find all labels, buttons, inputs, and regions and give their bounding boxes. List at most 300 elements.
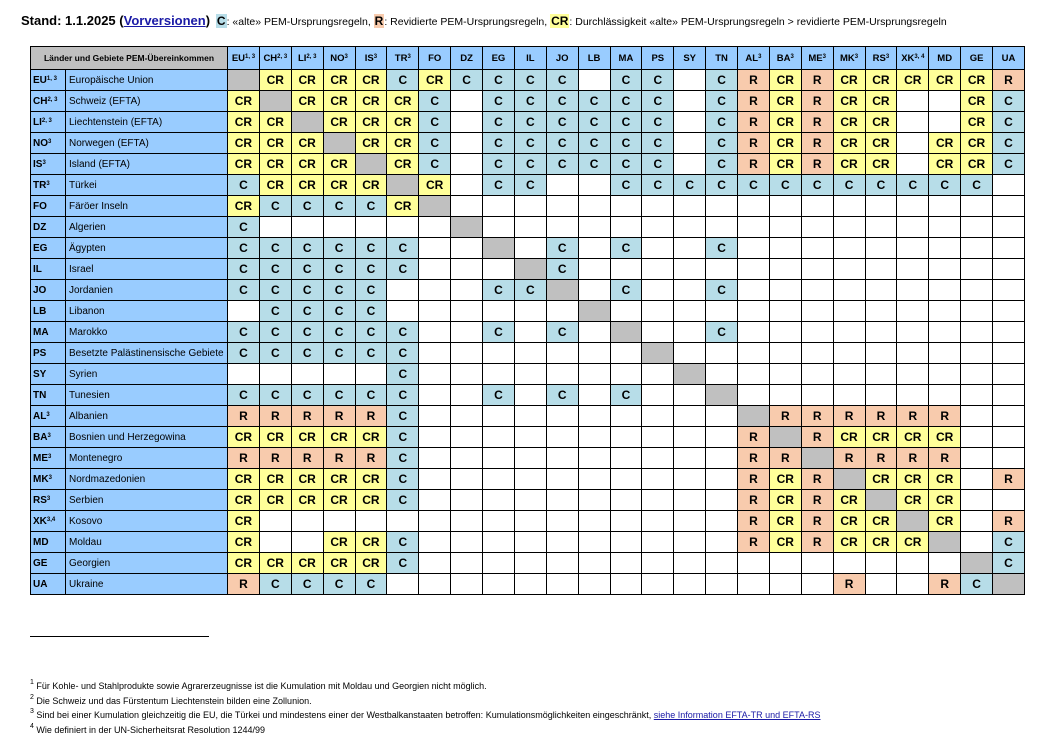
superscript: 3 xyxy=(47,433,50,439)
matrix-cell: CR xyxy=(323,70,355,91)
matrix-cell xyxy=(642,280,674,301)
matrix-cell: C xyxy=(228,385,260,406)
status-date: Stand: 1.1.2025 ( xyxy=(21,13,124,28)
matrix-cell xyxy=(706,511,738,532)
row-name: Ägypten xyxy=(66,238,228,259)
row-code xyxy=(31,511,66,532)
code: UA xyxy=(1002,53,1016,64)
table-row xyxy=(31,154,1025,175)
matrix-cell: R xyxy=(833,406,865,427)
matrix-cell: CR xyxy=(228,133,260,154)
matrix-cell: CR xyxy=(355,532,387,553)
matrix-cell xyxy=(993,280,1025,301)
matrix-cell: R xyxy=(738,133,770,154)
matrix-cell: C xyxy=(801,175,833,196)
code: MK xyxy=(33,474,49,485)
row-code xyxy=(31,112,66,133)
matrix-cell: C xyxy=(259,574,291,595)
superscript: 2, 3 xyxy=(306,54,316,60)
matrix-cell: C xyxy=(483,70,515,91)
matrix-cell xyxy=(897,91,929,112)
matrix-cell: R xyxy=(801,490,833,511)
matrix-cell xyxy=(833,259,865,280)
matrix-cell xyxy=(451,280,483,301)
matrix-cell: C xyxy=(355,280,387,301)
matrix-cell xyxy=(451,469,483,490)
diagonal-cell xyxy=(897,511,929,532)
matrix-cell xyxy=(387,217,419,238)
matrix-cell: R xyxy=(738,112,770,133)
matrix-cell: CR xyxy=(323,175,355,196)
matrix-cell xyxy=(578,385,610,406)
matrix-cell: C xyxy=(706,70,738,91)
table-row xyxy=(31,343,1025,364)
matrix-cell xyxy=(961,217,993,238)
matrix-cell: C xyxy=(291,574,323,595)
matrix-cell xyxy=(546,175,578,196)
matrix-cell: CR xyxy=(929,133,961,154)
diagonal-cell xyxy=(961,553,993,574)
matrix-cell: C xyxy=(451,70,483,91)
matrix-cell: R xyxy=(993,469,1025,490)
matrix-cell xyxy=(483,427,515,448)
matrix-cell xyxy=(801,385,833,406)
matrix-cell xyxy=(929,280,961,301)
diagonal-cell xyxy=(546,280,578,301)
matrix-cell: C xyxy=(355,385,387,406)
matrix-cell: C xyxy=(514,280,546,301)
matrix-cell xyxy=(706,259,738,280)
matrix-cell xyxy=(961,469,993,490)
code: EU xyxy=(232,53,245,64)
column-header-jo xyxy=(546,47,578,70)
matrix-cell: CR xyxy=(228,532,260,553)
code: CH xyxy=(263,53,277,64)
matrix-cell xyxy=(514,490,546,511)
matrix-cell xyxy=(578,448,610,469)
matrix-cell: CR xyxy=(355,112,387,133)
matrix-cell xyxy=(738,343,770,364)
matrix-cell xyxy=(865,238,897,259)
matrix-cell xyxy=(769,322,801,343)
column-header-ge xyxy=(961,47,993,70)
code: DZ xyxy=(33,222,46,233)
matrix-cell xyxy=(897,280,929,301)
matrix-cell xyxy=(801,553,833,574)
matrix-cell: C xyxy=(259,259,291,280)
matrix-cell xyxy=(738,364,770,385)
code: FO xyxy=(33,201,47,212)
table-row xyxy=(31,469,1025,490)
superscript: 3 xyxy=(46,181,49,187)
matrix-cell: CR xyxy=(419,175,451,196)
matrix-cell xyxy=(961,532,993,553)
code: AL xyxy=(33,411,46,422)
matrix-cell xyxy=(929,238,961,259)
matrix-cell: CR xyxy=(355,175,387,196)
matrix-cell xyxy=(419,385,451,406)
row-code xyxy=(31,574,66,595)
matrix-cell xyxy=(769,553,801,574)
code: TN xyxy=(33,390,46,401)
matrix-cell xyxy=(259,217,291,238)
footnote xyxy=(30,694,1030,709)
row-code xyxy=(31,217,66,238)
matrix-cell: CR xyxy=(929,511,961,532)
matrix-cell xyxy=(961,280,993,301)
matrix-cell xyxy=(801,343,833,364)
matrix-cell: R xyxy=(929,574,961,595)
matrix-cell: CR xyxy=(833,490,865,511)
table-row xyxy=(31,490,1025,511)
table-row xyxy=(31,427,1025,448)
matrix-cell xyxy=(642,406,674,427)
matrix-cell xyxy=(865,280,897,301)
matrix-cell: CR xyxy=(291,490,323,511)
footnote-text: Für Kohle- und Stahlprodukte sowie Agrarerzeugnisse ist die Kumulation mit Moldau und Georgien nicht möglich. xyxy=(36,681,486,691)
matrix-cell xyxy=(546,343,578,364)
matrix-cell: C xyxy=(483,112,515,133)
matrix-cell xyxy=(451,385,483,406)
matrix-cell xyxy=(514,196,546,217)
matrix-cell xyxy=(578,469,610,490)
table-row xyxy=(31,448,1025,469)
row-name: Bosnien und Herzegowina xyxy=(66,427,228,448)
matrix-cell xyxy=(897,574,929,595)
matrix-cell xyxy=(419,532,451,553)
row-name: Besetzte Palästinensische Gebiete xyxy=(66,343,228,364)
matrix-cell xyxy=(642,385,674,406)
superscript: 3 xyxy=(48,454,51,460)
matrix-cell xyxy=(610,406,642,427)
matrix-cell: CR xyxy=(865,112,897,133)
code: JO xyxy=(33,285,46,296)
table-row xyxy=(31,322,1025,343)
matrix-cell: C xyxy=(323,280,355,301)
matrix-cell xyxy=(451,574,483,595)
matrix-cell xyxy=(706,427,738,448)
matrix-cell xyxy=(578,427,610,448)
matrix-cell xyxy=(769,364,801,385)
matrix-cell: C xyxy=(387,427,419,448)
table-row xyxy=(31,217,1025,238)
matrix-cell: C xyxy=(419,91,451,112)
diagonal-cell xyxy=(355,154,387,175)
matrix-cell xyxy=(259,364,291,385)
matrix-cell xyxy=(801,322,833,343)
matrix-cell xyxy=(929,91,961,112)
matrix-cell xyxy=(610,469,642,490)
matrix-cell: R xyxy=(801,133,833,154)
matrix-cell xyxy=(610,364,642,385)
row-code xyxy=(31,133,66,154)
matrix-cell: CR xyxy=(291,70,323,91)
matrix-cell: C xyxy=(610,175,642,196)
matrix-cell xyxy=(483,532,515,553)
matrix-cell xyxy=(897,259,929,280)
matrix-cell xyxy=(419,448,451,469)
matrix-cell: CR xyxy=(259,70,291,91)
code: EU xyxy=(33,75,47,86)
row-name: Moldau xyxy=(66,532,228,553)
matrix-cell xyxy=(514,448,546,469)
matrix-cell: C xyxy=(610,280,642,301)
corner-header: Länder und Gebiete PEM-Übereinkommen xyxy=(31,47,228,70)
matrix-cell: C xyxy=(387,343,419,364)
table-row xyxy=(31,112,1025,133)
matrix-cell xyxy=(642,427,674,448)
footnote-text: Sind bei einer Kumulation gleichzeitig die EU, die Türkei und mindestens einer der Westbalkanstaaten betroffen: Kumulationsmöglichkeiten eingeschränkt, xyxy=(36,710,653,720)
matrix-cell: C xyxy=(706,154,738,175)
code: SY xyxy=(33,369,46,380)
row-code xyxy=(31,364,66,385)
matrix-cell xyxy=(674,133,706,154)
footnote xyxy=(30,679,1030,694)
matrix-cell xyxy=(451,343,483,364)
code: DZ xyxy=(460,53,473,64)
matrix-cell xyxy=(929,301,961,322)
row-name: Europäische Union xyxy=(66,70,228,91)
matrix-cell xyxy=(578,574,610,595)
matrix-cell xyxy=(578,70,610,91)
matrix-cell xyxy=(833,343,865,364)
matrix-cell: C xyxy=(323,238,355,259)
row-name: Georgien xyxy=(66,553,228,574)
matrix-cell: C xyxy=(259,385,291,406)
matrix-cell xyxy=(833,385,865,406)
matrix-cell: R xyxy=(801,469,833,490)
matrix-cell xyxy=(642,364,674,385)
matrix-cell xyxy=(228,301,260,322)
matrix-cell: C xyxy=(546,322,578,343)
footnote xyxy=(30,708,1030,723)
matrix-cell xyxy=(929,343,961,364)
matrix-cell xyxy=(451,154,483,175)
legend-key-r: R xyxy=(374,14,385,28)
matrix-cell: CR xyxy=(769,490,801,511)
diagonal-cell xyxy=(706,385,738,406)
matrix-cell: CR xyxy=(228,511,260,532)
matrix-cell xyxy=(546,406,578,427)
matrix-cell xyxy=(738,217,770,238)
matrix-cell: R xyxy=(228,406,260,427)
legend-c xyxy=(216,16,374,28)
matrix-cell: C xyxy=(387,322,419,343)
matrix-cell: CR xyxy=(387,133,419,154)
matrix-cell: CR xyxy=(291,154,323,175)
matrix-cell xyxy=(451,175,483,196)
matrix-cell xyxy=(514,511,546,532)
matrix-cell: C xyxy=(483,175,515,196)
code: GE xyxy=(33,558,47,569)
matrix-cell xyxy=(961,259,993,280)
superscript: 3 xyxy=(823,54,826,60)
matrix-cell xyxy=(769,196,801,217)
matrix-cell xyxy=(387,301,419,322)
legend-text: : «alte» PEM-Ursprungsregeln, xyxy=(227,16,374,28)
matrix-cell xyxy=(738,196,770,217)
matrix-cell xyxy=(483,574,515,595)
footnote-divider xyxy=(30,636,209,637)
diagonal-cell xyxy=(291,112,323,133)
matrix-cell xyxy=(961,490,993,511)
column-header-tr xyxy=(387,47,419,70)
matrix-cell xyxy=(514,364,546,385)
column-header-me xyxy=(801,47,833,70)
table-row xyxy=(31,259,1025,280)
matrix-cell: C xyxy=(993,112,1025,133)
matrix-cell xyxy=(642,448,674,469)
matrix-cell: CR xyxy=(355,70,387,91)
matrix-cell xyxy=(451,532,483,553)
legend-key-c: C xyxy=(216,14,227,28)
matrix-cell xyxy=(865,553,897,574)
matrix-cell xyxy=(514,217,546,238)
matrix-cell: C xyxy=(610,238,642,259)
previous-versions-link[interactable]: Vorversionen xyxy=(124,13,206,28)
matrix-cell: CR xyxy=(833,532,865,553)
matrix-cell: C xyxy=(706,175,738,196)
matrix-cell: C xyxy=(323,343,355,364)
matrix-cell xyxy=(674,70,706,91)
matrix-cell: C xyxy=(546,259,578,280)
matrix-cell: C xyxy=(610,91,642,112)
matrix-cell xyxy=(993,238,1025,259)
matrix-cell xyxy=(355,217,387,238)
matrix-cell: CR xyxy=(228,91,260,112)
matrix-cell xyxy=(578,532,610,553)
row-code xyxy=(31,91,66,112)
matrix-cell: CR xyxy=(833,511,865,532)
matrix-cell xyxy=(674,427,706,448)
code: MK xyxy=(840,53,855,64)
matrix-cell xyxy=(546,364,578,385)
matrix-cell xyxy=(961,448,993,469)
matrix-cell xyxy=(769,259,801,280)
matrix-cell: C xyxy=(387,448,419,469)
diagonal-cell xyxy=(738,406,770,427)
column-header-lb xyxy=(578,47,610,70)
matrix-cell: C xyxy=(993,133,1025,154)
code: LB xyxy=(588,53,601,64)
row-name: Marokko xyxy=(66,322,228,343)
diagonal-cell xyxy=(610,322,642,343)
matrix-cell: CR xyxy=(291,175,323,196)
matrix-cell xyxy=(929,112,961,133)
matrix-cell xyxy=(578,364,610,385)
matrix-cell xyxy=(610,532,642,553)
code: CH xyxy=(33,96,47,107)
matrix-cell: C xyxy=(610,112,642,133)
matrix-cell: C xyxy=(259,343,291,364)
matrix-cell: CR xyxy=(323,427,355,448)
matrix-cell: C xyxy=(419,154,451,175)
code: BA xyxy=(777,53,791,64)
superscript: 1, 3 xyxy=(245,54,255,60)
matrix-cell: R xyxy=(993,511,1025,532)
matrix-cell xyxy=(355,511,387,532)
matrix-cell xyxy=(961,301,993,322)
matrix-cell xyxy=(961,427,993,448)
matrix-cell: CR xyxy=(323,91,355,112)
matrix-cell: CR xyxy=(961,133,993,154)
matrix-cell: R xyxy=(833,448,865,469)
matrix-cell xyxy=(642,196,674,217)
matrix-cell: C xyxy=(387,490,419,511)
matrix-cell: C xyxy=(642,112,674,133)
matrix-cell xyxy=(897,217,929,238)
row-code xyxy=(31,343,66,364)
matrix-cell: CR xyxy=(769,154,801,175)
efta-info-link[interactable]: siehe Information EFTA-TR und EFTA-RS xyxy=(654,710,821,720)
matrix-cell xyxy=(961,406,993,427)
matrix-cell: C xyxy=(355,343,387,364)
matrix-cell xyxy=(291,511,323,532)
code: ME xyxy=(808,53,822,64)
matrix-cell: CR xyxy=(929,490,961,511)
matrix-cell xyxy=(865,322,897,343)
matrix-cell: C xyxy=(387,469,419,490)
matrix-cell xyxy=(291,217,323,238)
matrix-cell xyxy=(514,427,546,448)
matrix-cell xyxy=(546,511,578,532)
matrix-cell xyxy=(451,91,483,112)
legend-text: : Revidierte PEM-Ursprungsregeln, xyxy=(384,16,550,28)
matrix-cell xyxy=(897,301,929,322)
matrix-cell xyxy=(610,196,642,217)
matrix-cell: R xyxy=(738,469,770,490)
matrix-cell xyxy=(483,301,515,322)
column-header-dz xyxy=(451,47,483,70)
matrix-cell xyxy=(674,154,706,175)
matrix-cell xyxy=(419,280,451,301)
matrix-cell xyxy=(738,301,770,322)
matrix-cell: C xyxy=(387,385,419,406)
matrix-cell: C xyxy=(323,196,355,217)
matrix-cell: C xyxy=(387,238,419,259)
superscript: 3,4 xyxy=(47,517,55,523)
matrix-cell: CR xyxy=(929,469,961,490)
code: IL xyxy=(33,264,42,275)
matrix-cell: C xyxy=(929,175,961,196)
matrix-cell xyxy=(674,280,706,301)
matrix-cell xyxy=(514,301,546,322)
table-row xyxy=(31,301,1025,322)
matrix-cell xyxy=(801,364,833,385)
code: RS xyxy=(873,53,886,64)
row-code xyxy=(31,154,66,175)
matrix-cell xyxy=(961,343,993,364)
table-row xyxy=(31,91,1025,112)
matrix-cell xyxy=(387,574,419,595)
table-row xyxy=(31,532,1025,553)
matrix-cell xyxy=(419,301,451,322)
column-header-eg xyxy=(483,47,515,70)
matrix-cell xyxy=(259,511,291,532)
row-code xyxy=(31,427,66,448)
matrix-cell xyxy=(642,259,674,280)
matrix-cell: C xyxy=(610,133,642,154)
column-header-ba xyxy=(769,47,801,70)
code: SY xyxy=(683,53,696,64)
column-header-xk xyxy=(897,47,929,70)
matrix-cell: CR xyxy=(291,469,323,490)
diagonal-cell xyxy=(451,217,483,238)
row-code xyxy=(31,238,66,259)
matrix-cell: R xyxy=(833,574,865,595)
table-row xyxy=(31,511,1025,532)
matrix-cell: CR xyxy=(961,70,993,91)
